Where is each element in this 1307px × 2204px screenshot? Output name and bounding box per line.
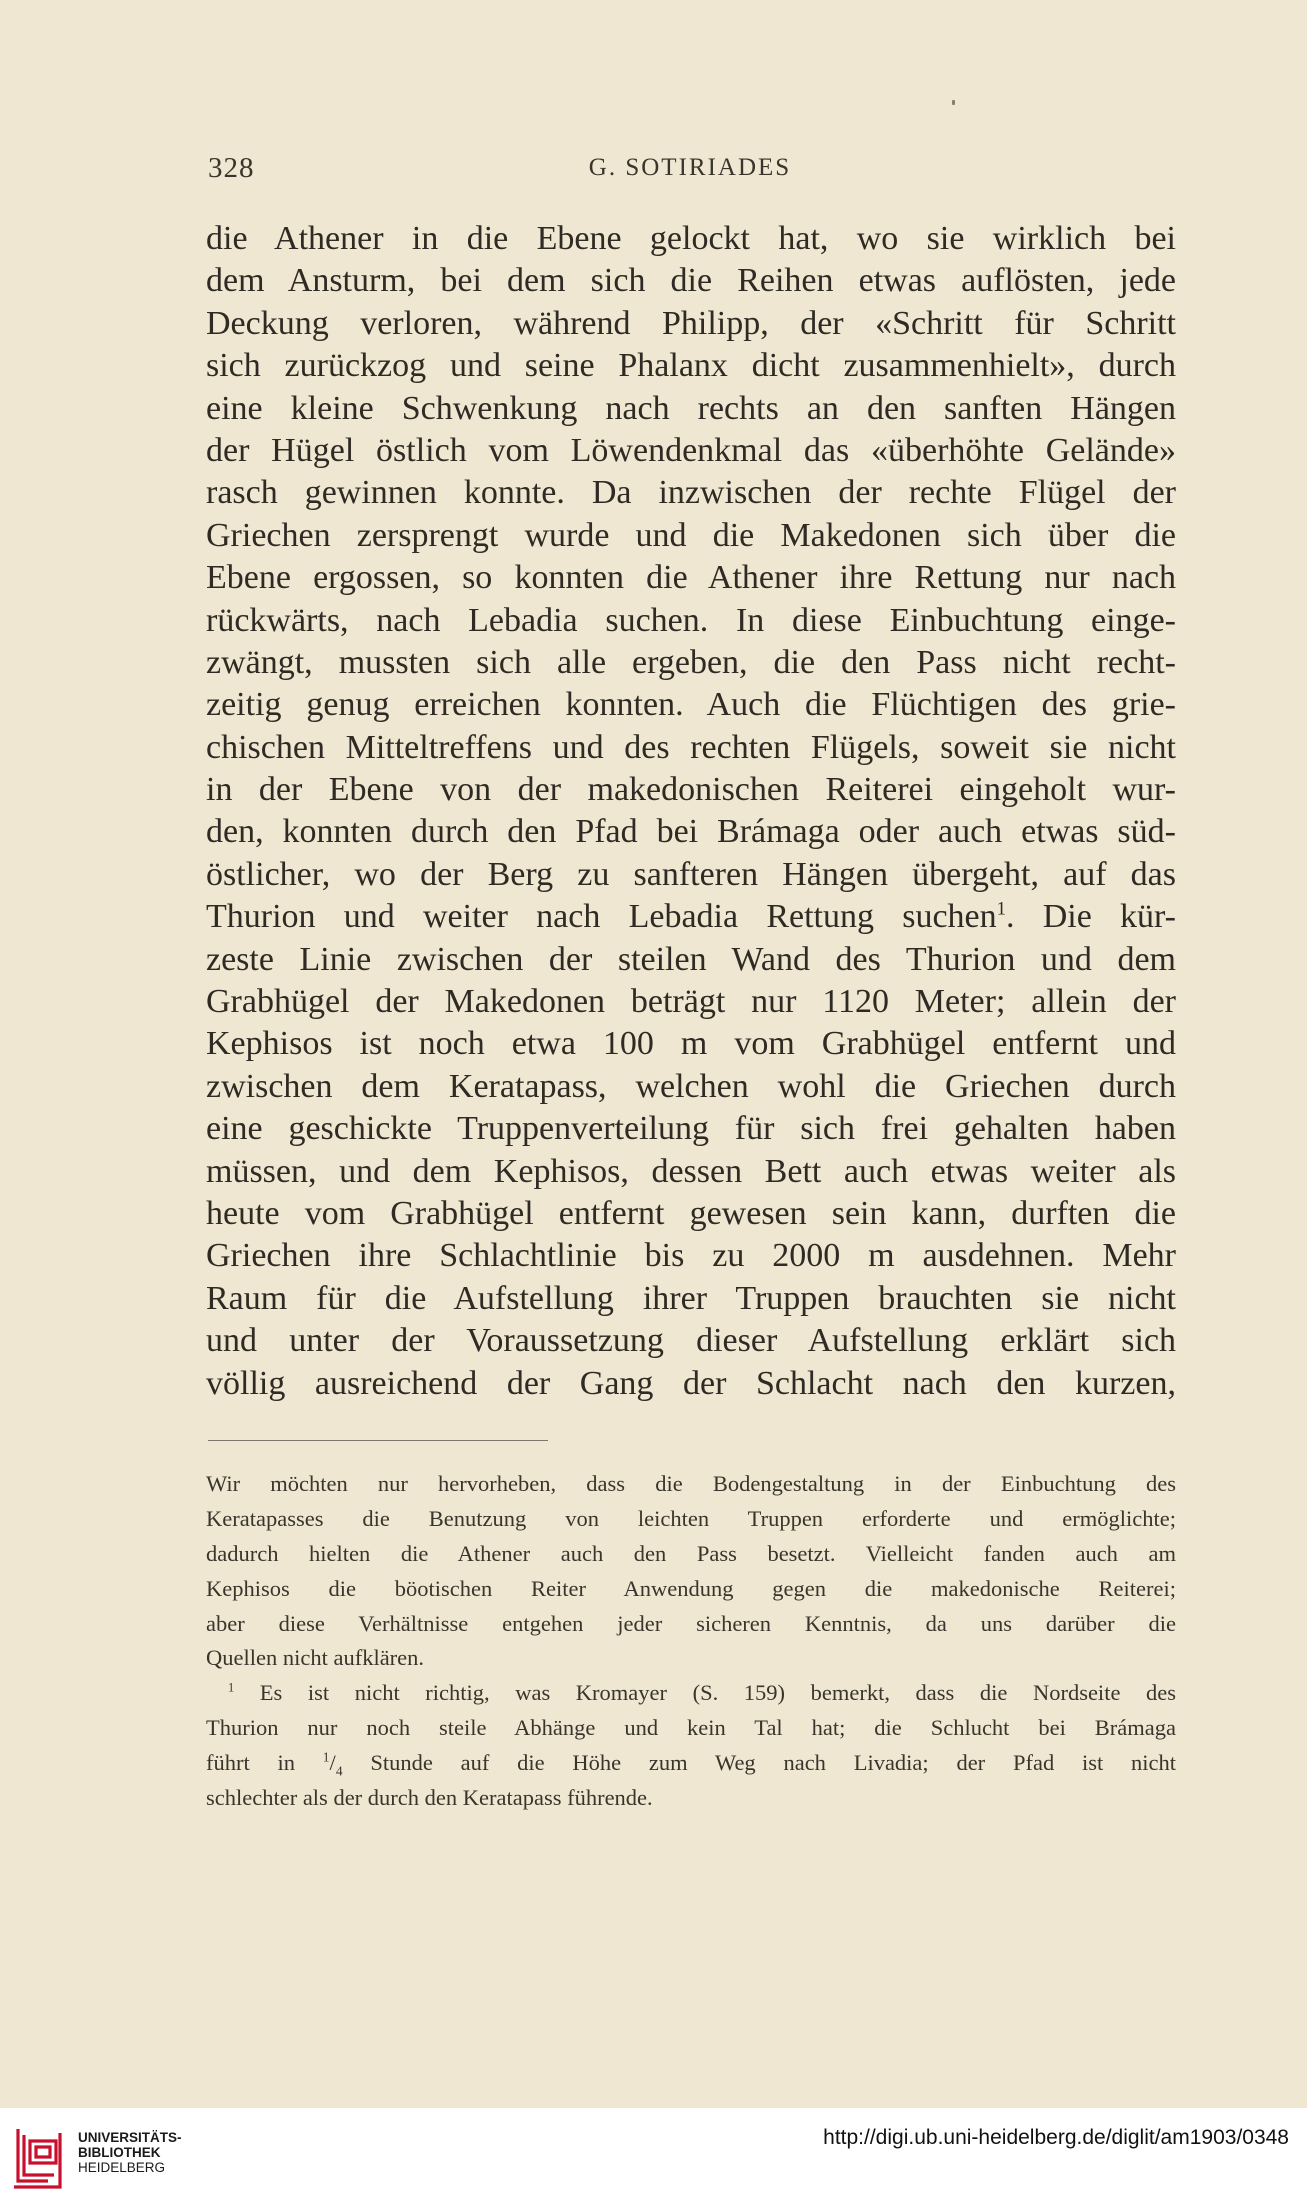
footnote-line: Wir möchten nur hervorheben, dass die Bodengestaltung in der Einbuchtung des [206, 1471, 1176, 1496]
text-line: chischen Mitteltreffens und des rechten Flügels, soweit sie nicht [206, 728, 1176, 766]
text-line: eine geschickte Truppenverteilung für sich frei gehalten haben [206, 1110, 1176, 1148]
fraction-denominator: 4 [335, 1763, 343, 1779]
institution-line: HEIDELBERG [78, 2160, 166, 2175]
paper-speck [952, 100, 955, 105]
fraction: $^1/_4$ [322, 1749, 343, 1779]
footnote-1-line: schlechter als der durch den Keratapass führende. [206, 1785, 653, 1811]
fraction-numerator: 1 [322, 1749, 330, 1765]
footnote-line: dadurch hielten die Athener auch den Pass besetzt. Vielleicht fanden auch am [206, 1540, 1176, 1566]
text-line: völlig ausreichend der Gang der Schlacht nach den kurzen, [206, 1364, 1176, 1402]
footnote-text: Stunde auf die Höhe zum Weg nach Livadia; der Pfad ist nicht [370, 1750, 1176, 1776]
text-line: die Athener in die Ebene gelockt hat, wo sie wirklich bei [206, 220, 1176, 257]
text-line: Griechen zersprengt wurde und die Makedonen sich über die [206, 516, 1176, 554]
text-line: Kephisos ist noch etwa 100 m vom Grabhügel entfernt und [206, 1025, 1176, 1063]
text-line-with-footnote-ref [206, 896, 1176, 938]
footnote-text: führt in [206, 1750, 296, 1776]
text-line: zeste Linie zwischen der steilen Wand des Thurion und dem [206, 940, 1176, 978]
page-header [200, 152, 1180, 192]
text-line: sich zurückzog und seine Phalanx dicht zusammenhielt», durch [206, 347, 1176, 385]
text-line: Grabhügel der Makedonen beträgt nur 1120 Meter; allein der [206, 983, 1176, 1021]
text-line: dem Ansturm, bei dem sich die Reihen etwas auflösten, jede [206, 262, 1176, 300]
text-line: in der Ebene von der makedonischen Reiterei eingeholt wur- [206, 771, 1176, 809]
text-line: der Hügel östlich vom Löwendenkmal das «überhöhte Gelände» [206, 431, 1176, 469]
footnote-1-line [206, 1676, 1176, 1711]
institution-line: UNIVERSITÄTS- [78, 2130, 182, 2145]
footnotes [206, 1467, 1176, 1816]
main-text [206, 218, 1176, 1405]
page-number: 328 [208, 152, 255, 184]
digitization-footer [0, 2108, 1307, 2204]
footnote-1-line: Thurion nur noch steile Abhänge und kein Tal hat; die Schlucht bei Brámaga [206, 1715, 1176, 1741]
text-line: Raum für die Aufstellung ihrer Truppen brauchten sie nicht [206, 1279, 1176, 1317]
text-line: rückwärts, nach Lebadia suchen. In diese Einbuchtung einge- [206, 601, 1176, 639]
footnote-line: Quellen nicht aufklären. [206, 1645, 425, 1671]
text-line: heute vom Grabhügel entfernt gewesen sein kann, durften die [206, 1194, 1176, 1232]
text-line: den, konnten durch den Pfad bei Brámaga oder auch etwas süd- [206, 813, 1176, 851]
text-line: zwängt, mussten sich alle ergeben, die den Pass nicht recht- [206, 643, 1176, 681]
text-line: östlicher, wo der Berg zu sanfteren Hängen übergeht, auf das [206, 855, 1176, 893]
institution-line: BIBLIOTHEK [78, 2145, 161, 2160]
text-line: zeitig genug erreichen konnten. Auch die Flüchtigen des grie- [206, 686, 1176, 724]
text-line: müssen, und dem Kephisos, dessen Bett auch etwas weiter als [206, 1152, 1176, 1190]
text-line: zwischen dem Keratapass, welchen wohl die Griechen durch [206, 1067, 1176, 1105]
text-line: Griechen ihre Schlachtlinie bis zu 2000 m ausdehnen. Mehr [206, 1237, 1176, 1275]
text-line: eine kleine Schwenkung nach rechts an den sanften Hängen [206, 389, 1176, 427]
university-library-logo-icon[interactable] [10, 2123, 72, 2193]
running-head: G. SOTIRIADES [588, 154, 792, 181]
text-fragment: . Die kür- [1005, 898, 1176, 936]
footnote-divider [208, 1440, 548, 1441]
footnote-marker: 1 [228, 1680, 235, 1695]
footnote-line: aber diese Verhältnisse entgehen jeder sicheren Kenntnis, da uns darüber die [206, 1610, 1176, 1636]
text-line: Ebene ergossen, so konnten die Athener ihre Rettung nur nach [206, 559, 1176, 597]
footnote-line: Kephisos die böotischen Reiter Anwendung gegen die makedonische Reiterei; [206, 1575, 1176, 1601]
text-line: und unter der Voraussetzung dieser Aufstellung erklärt sich [206, 1322, 1176, 1360]
institution-name [78, 2130, 182, 2175]
footnote-reference: 1 [996, 898, 1006, 920]
source-url-link[interactable]: http://digi.ub.uni-heidelberg.de/diglit/am1903/0348 [823, 2126, 1289, 2149]
footnote-text: Es ist nicht richtig, was Kromayer (S. 159) bemerkt, dass die Nordseite des [259, 1680, 1177, 1706]
text-line: rasch gewinnen konnte. Da inzwischen der rechte Flügel der [206, 474, 1176, 512]
text-fragment: Thurion und weiter nach Lebadia Rettung suchen [206, 898, 997, 936]
text-line: Deckung verloren, während Philipp, der «Schritt für Schritt [206, 304, 1176, 342]
footnote-1-line [206, 1746, 1176, 1781]
footnote-line: Keratapasses die Benutzung von leichten Truppen erforderte und ermöglichte; [206, 1505, 1176, 1531]
